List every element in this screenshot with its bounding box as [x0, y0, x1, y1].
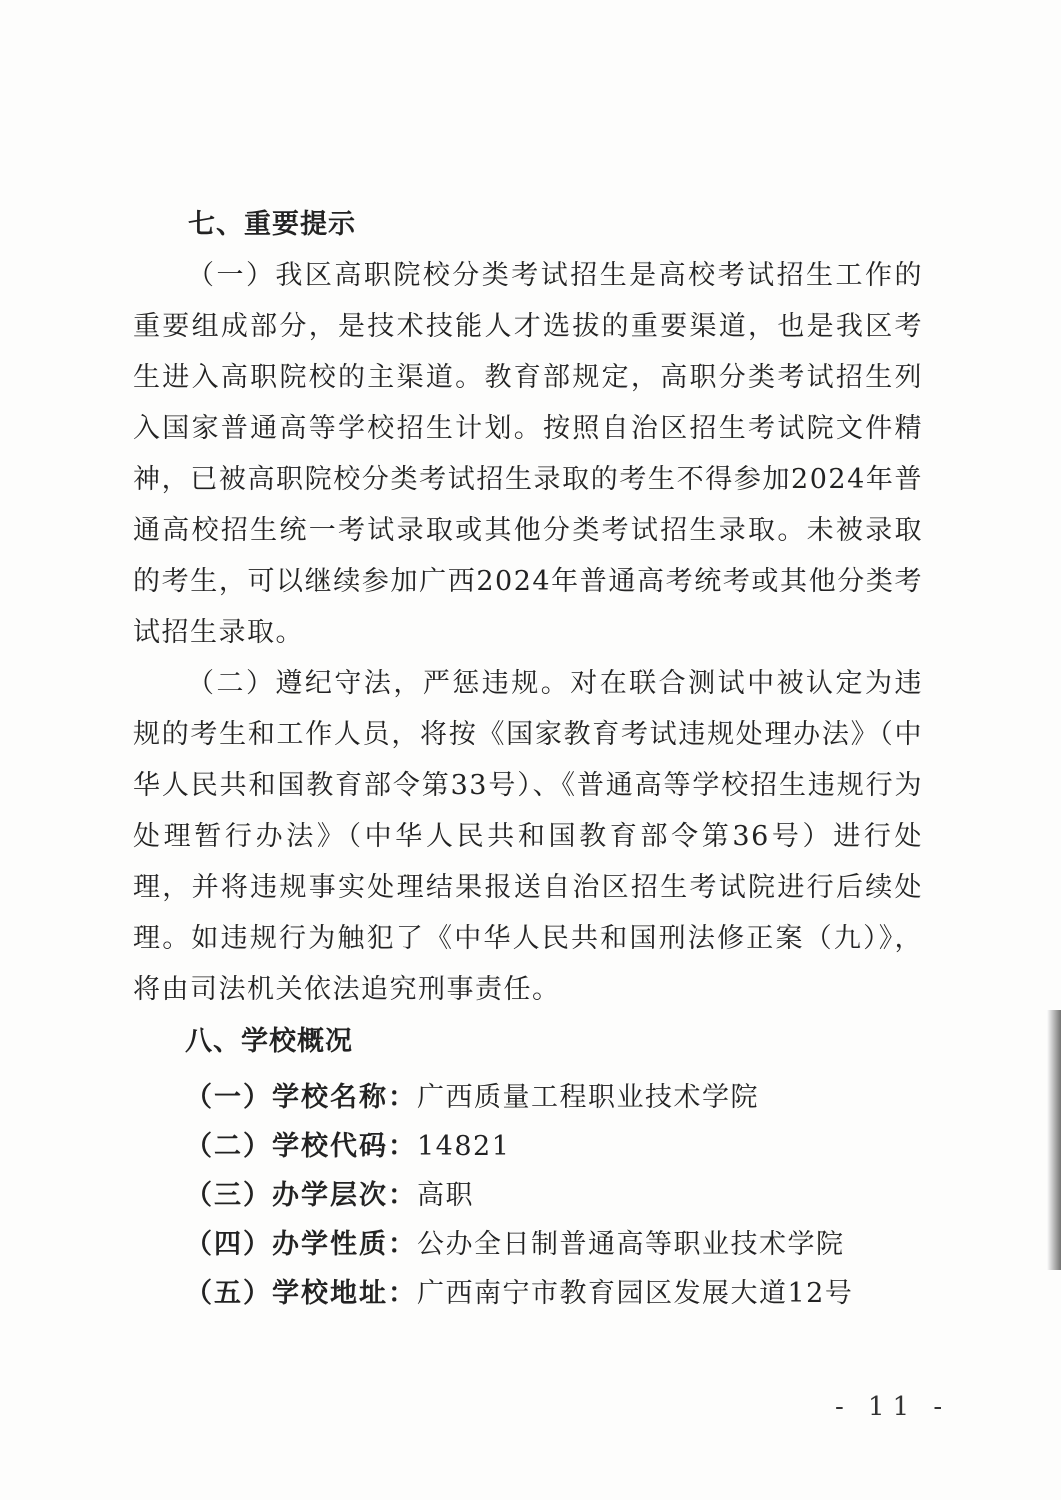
school-type-row — [133, 1220, 923, 1269]
school-name-value: 广西质量工程职业技术学院 — [417, 1082, 759, 1113]
school-type-value: 公办全日制普通高等职业技术学院 — [417, 1229, 845, 1260]
page-number: - 11 - — [835, 1392, 951, 1422]
school-type-label: （四）办学性质： — [185, 1229, 417, 1260]
school-address-label: （五）学校地址： — [185, 1278, 417, 1309]
school-level-value: 高职 — [417, 1180, 474, 1211]
school-level-row — [133, 1171, 923, 1220]
section-7-heading: 七、重要提示 — [188, 209, 356, 240]
school-address-value: 广西南宁市教育园区发展大道12号 — [417, 1278, 854, 1309]
scan-edge-shadow — [1047, 1010, 1061, 1270]
school-name-label: （一）学校名称： — [185, 1082, 417, 1113]
section-7-paragraph-2: （二）遵纪守法，严惩违规。对在联合测试中被认定为违规的考生和工作人员，将按《国家教育考试违规处理办法》（中华人民共和国教育部令第33号）、《普通高等学校招生违规行为处理暂行办法》（中华人民共和国教育部令第36号）进行处理，并将违规事实处理结果报送自治区招生考试院进行后续处理。如违规行为触犯了《中华人民共和国刑法修正案（九）》，将由司法机关依法追究刑事责任。 — [133, 668, 923, 1005]
school-code-value: 14821 — [417, 1131, 511, 1162]
school-code-label: （二）学校代码： — [185, 1131, 417, 1162]
school-name-row — [133, 1073, 923, 1122]
section-8-heading: 八、学校概况 — [185, 1026, 353, 1057]
document-body — [133, 200, 923, 1318]
school-address-row — [133, 1269, 923, 1318]
section-7-paragraph-1: （一）我区高职院校分类考试招生是高校考试招生工作的重要组成部分，是技术技能人才选拔的重要渠道，也是我区考生进入高职院校的主渠道。教育部规定，高职分类考试招生列入国家普通高等学校招生计划。按照自治区招生考试院文件精神，已被高职院校分类考试招生录取的考生不得参加2024年普通高校招生统一考试录取或其他分类考试招生录取。未被录取的考生，可以继续参加广西2024年普通高考统考或其他分类考试招生录取。 — [133, 260, 923, 648]
school-level-label: （三）办学层次： — [185, 1180, 417, 1211]
school-info-list — [133, 1073, 923, 1318]
school-code-row — [133, 1122, 923, 1171]
